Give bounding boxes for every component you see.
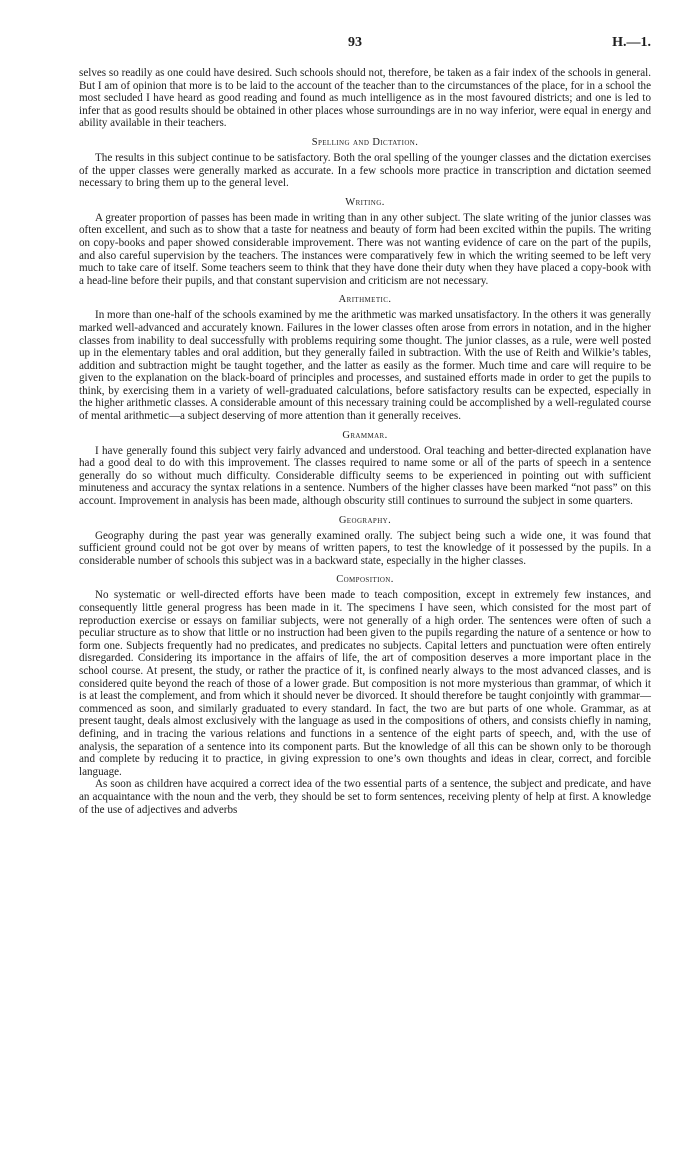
intro-paragraph: selves so readily as one could have desired. Such schools should not, therefore, be taken as a fair index of the schools in general. But I am of opinion that more is to be laid to the account of the teacher than to the circumstances of the place, for in a school the most secluded I have heard as good reading and found as much intelligence as in the most favoured districts; and one is led to infer that as good results should be obtained in other places whose surroundings are in no way inferior, were equal in energy and ability available in their teachers. [79, 67, 651, 130]
document-reference: H.—1. [612, 35, 651, 50]
section-heading-arithmetic: Arithmetic. [338, 294, 392, 306]
section-heading-writing: Writing. [345, 196, 385, 208]
writing-paragraph: A greater proportion of passes has been made in writing than in any other subject. The slate writing of the junior classes was often excellent, and such as to show that a taste for neatness and beauty of form had been excited within the pupils. The writing on copy-books and paper showed considerable improvement. There was not wanting evidence of care on the part of the pupils, and also careful supervision by the teachers. The instances were comparatively few in which the writing seemed to be left very much to take care of itself. Some teachers seem to think that they have done their duty when they have placed a copy-book with a head-line before their pupils, and that constant supervision and criticism are not necessary. [79, 211, 651, 287]
composition-paragraph: No systematic or well-directed efforts have been made to teach composition, except in extremely few instances, and consequently little general progress has been made in it. The specimens I have seen, which consisted for the most part of reproduction exercise or essays on familiar subjects, were not generally of a high order. The sentences were often of such a peculiar structure as to show that little or no instruction had been given to the pupils regarding the nature of a sentence or how to form one. Subjects frequently had no predicates, and predicates no subjects. Capital letters and punctuation were often entirely disregarded. Considering its importance in the affairs of life, the art of composition deserves a more important place in the school course. At present, the study, or rather the practice of it, is confined nearly always to the most advanced classes, and is considered quite beyond the reach of those of a lower grade. But composition is not more mysterious than grammar, of which it is at least the complement, and from which it should never be divorced. It should therefore be taught conjointly with grammar—commenced as soon, and similarly graduated to every standard. In fact, the two are but parts of one whole. Grammar, as at present taught, deals almost exclusively with the language as used in the compositions of others, and consists chiefly in naming, defining, and in tracing the various relations and functions in a sentence of the eight parts of speech, and, with the use of analysis, the separation of a sentence into its component parts. But the knowledge of all this can be shown only to be thorough and complete by reducing it to practice, in giving expression to one’s own thoughts and ideas in clear, correct, and forcible language. [79, 589, 651, 778]
grammar-paragraph: I have generally found this subject very fairly advanced and understood. Oral teaching and better-directed explanation have had a good deal to do with this improvement. The classes required to name some or all of the parts of speech in a sentence generally do so without much difficulty. Considerable difficulty seems to be experienced in pointing out with sufficient minuteness and accuracy the syntax relations in a sentence. Numbers of the higher classes have been marked “not pass” on this account. Improvement in analysis has been made, although obscurity still continues to surround the subject in some quarters. [79, 444, 651, 508]
spelling-paragraph: The results in this subject continue to be satisfactory. Both the oral spelling of the younger classes and the dictation exercises of the upper classes were generally marked as accurate. In a few schools more practice in transcription and dictation seemed necessary to bring them up to the general level. [79, 151, 651, 190]
page-number: 93 [348, 35, 362, 50]
page-header [79, 0, 651, 50]
geography-paragraph: Geography during the past year was generally examined orally. The subject being such a wide one, it was found that sufficient ground could not be got over by means of written papers, to test the knowledge of it possessed by the pupils. In a considerable number of schools this subject was in a backward state, especially in the higher classes. [79, 529, 651, 567]
section-heading-geography: Geography. [338, 514, 392, 526]
section-heading-grammar: Grammar. [342, 429, 388, 441]
section-heading-spelling: Spelling and Dictation. [311, 136, 419, 148]
section-heading-composition: Composition. [336, 574, 394, 586]
composition-paragraph-2: As soon as children have acquired a correct idea of the two essential parts of a sentence, the subject and predicate, and have an acquaintance with the noun and the verb, they should be set to form sentences, receiving plenty of help at first. A knowledge of the use of adjectives and adverbs [79, 778, 651, 816]
page-body [79, 35, 651, 816]
arithmetic-paragraph: In more than one-half of the schools examined by me the arithmetic was marked unsatisfactory. In the others it was generally marked well-advanced and accurately known. Failures in the lower classes often arose from errors in notation, and in the higher classes from inability to deal successfully with problems requiring some thought. The junior classes, as a rule, were well posted up in the elementary tables and oral addition, but they generally failed in subtraction. With the use of Reith and Wilkie’s tables, addition and subtraction might be taught together, and the latter as easily as the former. Much time and care will require to be given to the explanation on the black-board of principles and processes, and sustained efforts made in order to get the pupils to think, by exercising them in a variety of well-graduated calculations, before satisfactory results can be expected, especially in the higher arithmetic classes. A considerable amount of this necessary training could be accomplished by a well-regulated course of mental arithmetic—a subject deserving of more attention than it generally receives. [79, 309, 651, 423]
